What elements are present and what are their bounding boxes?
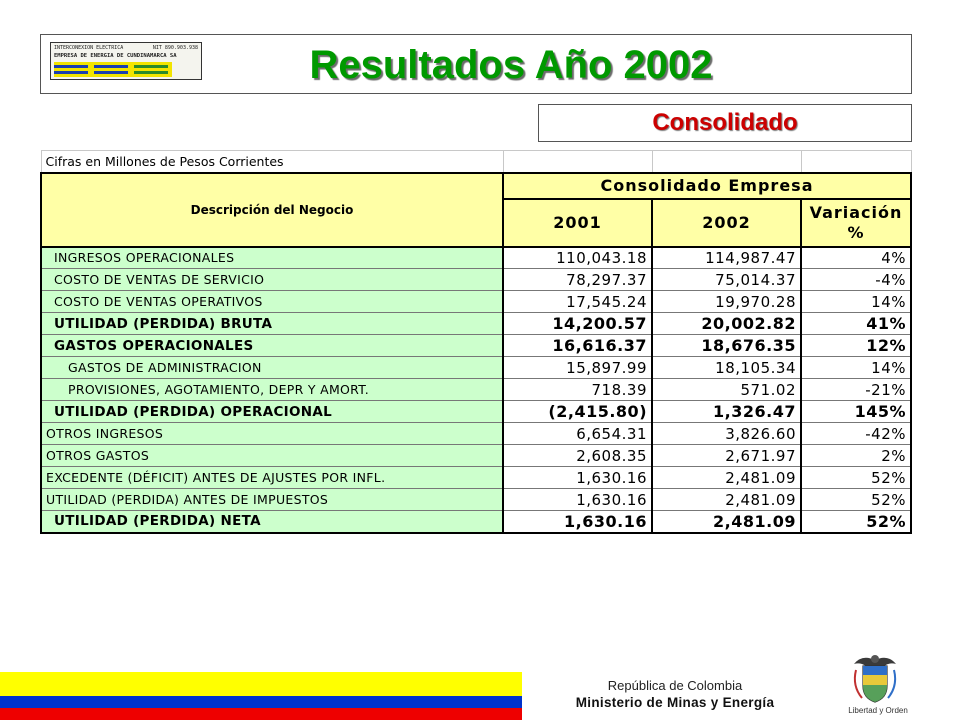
logo-top-right-text: NIT 890.903.938 bbox=[152, 45, 198, 51]
value-2002: 2,481.09 bbox=[652, 511, 801, 533]
variation-value: 52% bbox=[801, 467, 911, 489]
table-row bbox=[41, 467, 911, 489]
value-2001: 16,616.37 bbox=[503, 335, 652, 357]
value-2001: 1,630.16 bbox=[503, 511, 652, 533]
table-row bbox=[41, 379, 911, 401]
value-2002: 114,987.47 bbox=[652, 247, 801, 269]
title-banner bbox=[40, 34, 912, 94]
value-2002: 3,826.60 bbox=[652, 423, 801, 445]
logo-top-left-text: INTERCONEXION ELECTRICA bbox=[54, 45, 124, 51]
row-label: GASTOS OPERACIONALES bbox=[41, 335, 503, 357]
variation-value: 52% bbox=[801, 511, 911, 533]
results-table bbox=[40, 150, 912, 534]
row-label: OTROS INGRESOS bbox=[41, 423, 503, 445]
flag-blue-band bbox=[0, 696, 522, 708]
table-body bbox=[41, 247, 911, 533]
empty-cell bbox=[801, 151, 911, 173]
subtitle: Consolidado bbox=[652, 109, 798, 136]
value-2002: 571.02 bbox=[652, 379, 801, 401]
logo-graphic bbox=[54, 62, 172, 77]
value-2001: 17,545.24 bbox=[503, 291, 652, 313]
variation-header: Variación % bbox=[801, 199, 911, 247]
table-row bbox=[41, 335, 911, 357]
table-row bbox=[41, 489, 911, 511]
year-2001-header: 2001 bbox=[503, 199, 652, 247]
variation-value: 14% bbox=[801, 357, 911, 379]
row-label: UTILIDAD (PERDIDA) NETA bbox=[41, 511, 503, 533]
value-2002: 75,014.37 bbox=[652, 269, 801, 291]
units-note: Cifras en Millones de Pesos Corrientes bbox=[41, 151, 503, 173]
footer-republic: República de Colombia bbox=[607, 678, 743, 693]
empty-cell bbox=[652, 151, 801, 173]
variation-value: -21% bbox=[801, 379, 911, 401]
value-2001: 15,897.99 bbox=[503, 357, 652, 379]
value-2001: 718.39 bbox=[503, 379, 652, 401]
footer-ministry: Ministerio de Minas y Energía bbox=[575, 695, 775, 710]
value-2002: 2,481.09 bbox=[652, 489, 801, 511]
value-2002: 20,002.82 bbox=[652, 313, 801, 335]
table-row bbox=[41, 401, 911, 423]
row-label: OTROS GASTOS bbox=[41, 445, 503, 467]
table-row bbox=[41, 247, 911, 269]
value-2002: 1,326.47 bbox=[652, 401, 801, 423]
subtitle-box bbox=[538, 104, 912, 142]
row-label: INGRESOS OPERACIONALES bbox=[41, 247, 503, 269]
results-table-container bbox=[40, 150, 912, 534]
value-2001: 6,654.31 bbox=[503, 423, 652, 445]
variation-value: 12% bbox=[801, 335, 911, 357]
value-2001: 110,043.18 bbox=[503, 247, 652, 269]
row-label: UTILIDAD (PERDIDA) OPERACIONAL bbox=[41, 401, 503, 423]
row-label: UTILIDAD (PERDIDA) ANTES DE IMPUESTOS bbox=[41, 489, 503, 511]
value-2001: 1,630.16 bbox=[503, 467, 652, 489]
table-row bbox=[41, 511, 911, 533]
table-row bbox=[41, 445, 911, 467]
row-label: COSTO DE VENTAS DE SERVICIO bbox=[41, 269, 503, 291]
year-2002-header: 2002 bbox=[652, 199, 801, 247]
motto-text: Libertad y Orden bbox=[848, 706, 908, 715]
row-label: UTILIDAD (PERDIDA) BRUTA bbox=[41, 313, 503, 335]
coat-of-arms-icon bbox=[848, 650, 902, 706]
value-2001: 78,297.37 bbox=[503, 269, 652, 291]
logo-company-name: EMPRESA DE ENERGIA DE CUNDINAMARCA SA bbox=[54, 53, 177, 59]
value-2001: 2,608.35 bbox=[503, 445, 652, 467]
row-label: GASTOS DE ADMINISTRACION bbox=[41, 357, 503, 379]
value-2002: 2,481.09 bbox=[652, 467, 801, 489]
row-label: COSTO DE VENTAS OPERATIVOS bbox=[41, 291, 503, 313]
variation-value: 2% bbox=[801, 445, 911, 467]
row-label: EXCEDENTE (DÉFICIT) ANTES DE AJUSTES POR INFL. bbox=[41, 467, 503, 489]
variation-value: 41% bbox=[801, 313, 911, 335]
value-2002: 19,970.28 bbox=[652, 291, 801, 313]
table-row bbox=[41, 423, 911, 445]
table-row bbox=[41, 357, 911, 379]
units-row bbox=[41, 151, 911, 173]
flag-yellow-band bbox=[0, 672, 522, 696]
group-header: Consolidado Empresa bbox=[503, 173, 911, 199]
row-label: PROVISIONES, AGOTAMIENTO, DEPR Y AMORT. bbox=[41, 379, 503, 401]
table-row bbox=[41, 291, 911, 313]
variation-value: 52% bbox=[801, 489, 911, 511]
company-logo bbox=[50, 42, 202, 80]
value-2001: (2,415.80) bbox=[503, 401, 652, 423]
description-header: Descripción del Negocio bbox=[41, 173, 503, 247]
value-2001: 14,200.57 bbox=[503, 313, 652, 335]
footer-text bbox=[540, 678, 810, 712]
variation-value: 14% bbox=[801, 291, 911, 313]
value-2002: 18,105.34 bbox=[652, 357, 801, 379]
variation-value: -4% bbox=[801, 269, 911, 291]
table-row bbox=[41, 313, 911, 335]
variation-value: -42% bbox=[801, 423, 911, 445]
variation-value: 145% bbox=[801, 401, 911, 423]
value-2001: 1,630.16 bbox=[503, 489, 652, 511]
empty-cell bbox=[503, 151, 652, 173]
page-title: Resultados Año 2002 bbox=[309, 43, 713, 87]
flag-red-band bbox=[0, 708, 522, 720]
table-row bbox=[41, 269, 911, 291]
colombia-flag-stripe bbox=[0, 672, 522, 720]
variation-value: 4% bbox=[801, 247, 911, 269]
value-2002: 2,671.97 bbox=[652, 445, 801, 467]
value-2002: 18,676.35 bbox=[652, 335, 801, 357]
